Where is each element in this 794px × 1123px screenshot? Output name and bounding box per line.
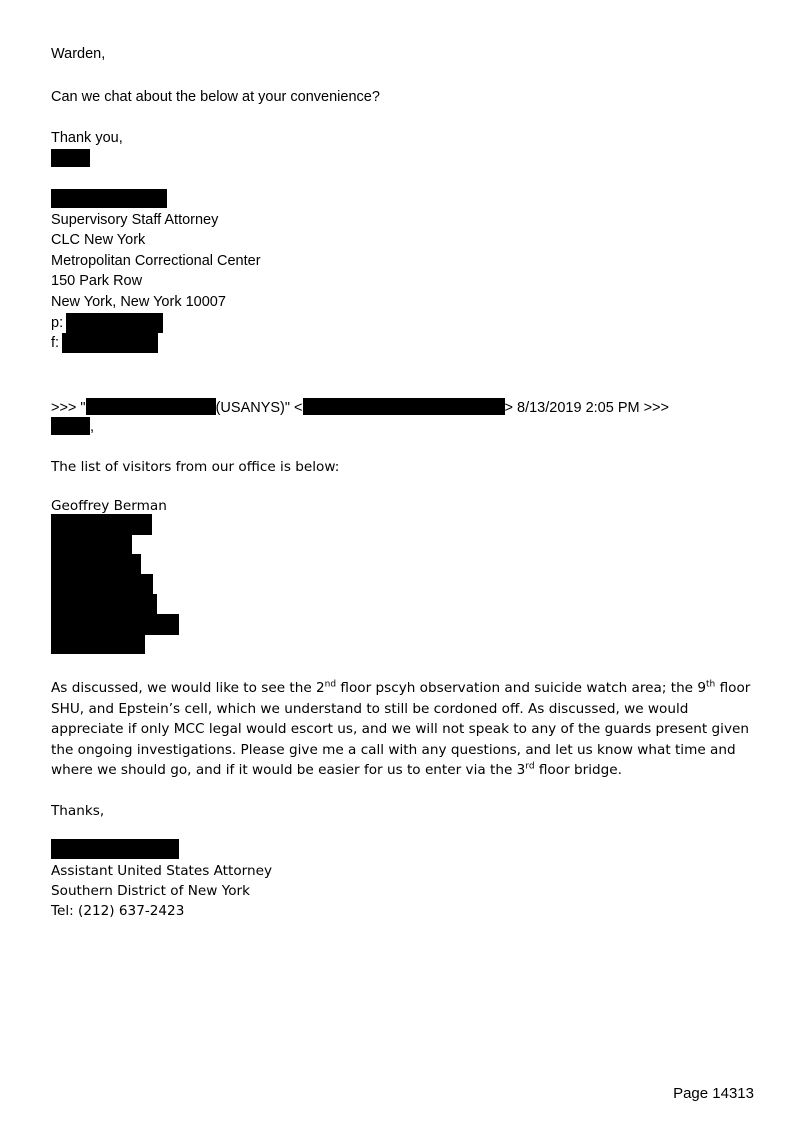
redaction-forward-name bbox=[86, 398, 216, 415]
sender-office: Southern District of New York bbox=[51, 883, 250, 899]
thanks-line: Thank you, bbox=[51, 130, 123, 146]
fax-label: f: bbox=[51, 335, 60, 351]
page-number: Page 14313 bbox=[673, 1085, 754, 1102]
redaction-sender-name bbox=[51, 149, 90, 167]
request-paragraph bbox=[51, 678, 751, 781]
superscript: rd bbox=[525, 761, 535, 772]
sender-title: Assistant United States Attorney bbox=[51, 863, 273, 879]
paragraph-text: floor SHU, and Epstein’s cell, which we understand to still be cordoned off. As discussed, we would appreciate if only MCC legal would escort us, and we will not speak to any of the guards present given the ongoing investigations. Please give me a call with any questions, and let us know what time and where we should go, and if it would be easier for us to enter via the 3 bbox=[51, 680, 751, 778]
redaction-visitor bbox=[51, 514, 152, 535]
redaction-visitor bbox=[51, 634, 145, 654]
superscript: th bbox=[706, 679, 716, 690]
redaction-visitor bbox=[51, 554, 141, 575]
superscript: nd bbox=[324, 679, 337, 690]
forward-timestamp: > 8/13/2019 2:05 PM >>> bbox=[504, 400, 669, 416]
signature-street: 150 Park Row bbox=[51, 273, 143, 289]
phone-label: p: bbox=[51, 315, 64, 331]
request-line: Can we chat about the below at your convenience? bbox=[51, 89, 380, 105]
signature-title: Supervisory Staff Attorney bbox=[51, 212, 219, 228]
redaction-visitor bbox=[51, 574, 153, 595]
recipient-comma: , bbox=[90, 419, 95, 435]
visitor-named: Geoffrey Berman bbox=[51, 498, 167, 514]
signature-city: New York, New York 10007 bbox=[51, 294, 226, 310]
paragraph-text: floor pscyh observation and suicide watch area; the 9 bbox=[336, 680, 707, 696]
redaction-visitor bbox=[51, 594, 157, 615]
visitors-intro: The list of visitors from our office is below: bbox=[51, 459, 340, 475]
closing: Thanks, bbox=[51, 803, 105, 819]
redaction-sender-signature bbox=[51, 839, 179, 859]
redaction-full-name bbox=[51, 189, 167, 208]
redaction-visitor bbox=[51, 534, 132, 555]
redaction-phone bbox=[66, 313, 163, 333]
sender-phone: Tel: (212) 637-2423 bbox=[51, 903, 185, 919]
signature-office: CLC New York bbox=[51, 232, 146, 248]
greeting: Warden, bbox=[51, 46, 106, 62]
forward-header bbox=[51, 398, 669, 417]
paragraph-text: floor bridge. bbox=[534, 762, 622, 778]
redaction-forward-email bbox=[303, 398, 505, 415]
forward-org: (USANYS)" < bbox=[215, 400, 303, 416]
redaction-fax bbox=[62, 333, 158, 353]
paragraph-text: As discussed, we would like to see the 2 bbox=[51, 680, 325, 696]
redaction-recipient bbox=[51, 417, 90, 435]
signature-facility: Metropolitan Correctional Center bbox=[51, 253, 261, 269]
redaction-visitor bbox=[51, 614, 179, 635]
forward-prefix: >>> " bbox=[51, 400, 86, 416]
